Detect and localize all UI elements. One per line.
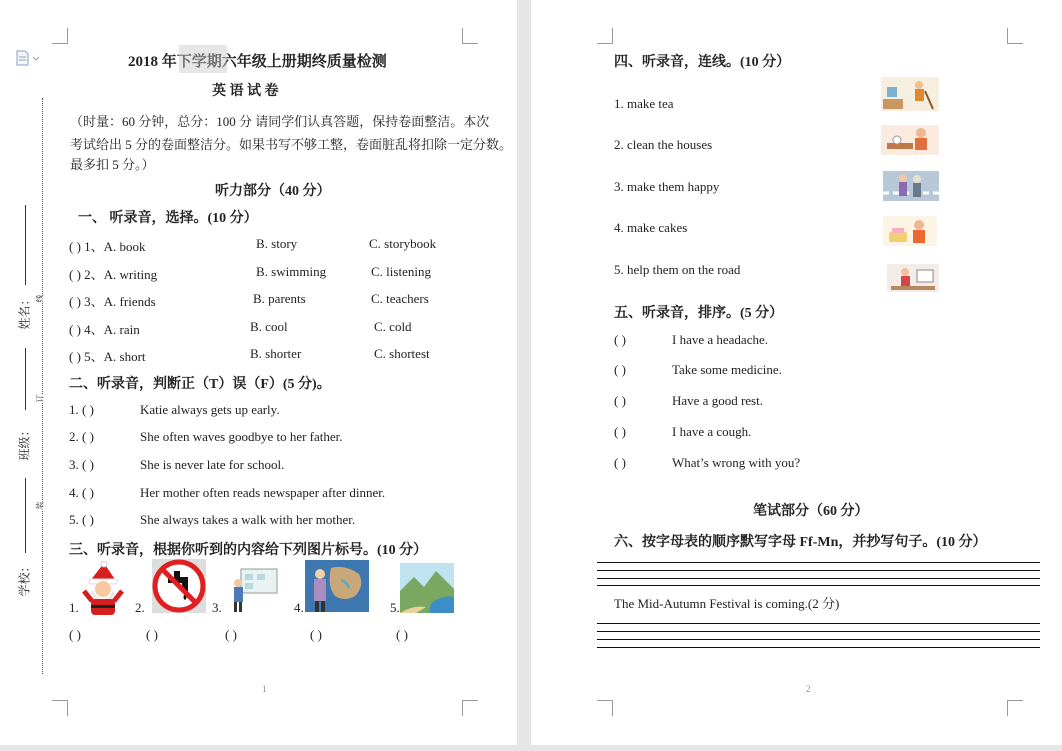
order-blank: ( ) <box>614 393 626 408</box>
section2-header: 二、听录音，判断正（T）误（F）(5 分)。 <box>69 377 331 392</box>
question-number: ( ) 3、A. friends <box>69 294 156 309</box>
picture-label: 2. <box>135 600 145 615</box>
crop-mark <box>597 700 613 716</box>
crop-mark <box>597 28 613 44</box>
option-b: B. swimming <box>256 264 327 279</box>
crop-mark <box>52 700 68 716</box>
class-label: 班级： <box>17 424 32 461</box>
picture-label: 4. <box>294 600 304 615</box>
option-b: B. shorter <box>250 346 302 361</box>
crop-mark <box>462 28 478 44</box>
question-number: ( ) 4、A. rain <box>69 322 140 337</box>
question-number: 3. ( ) <box>69 457 94 472</box>
statement: She always takes a walk with her mother. <box>140 512 356 527</box>
section5-header: 五、听录音，排序。(5 分） <box>614 306 784 321</box>
page-1 <box>0 0 517 745</box>
option-b: B. cool <box>250 319 288 334</box>
instructions-line: 考试给出 5 分的卷面整洁分。如果书写不够工整，卷面脏乱将扣除一定分数。 <box>70 137 513 152</box>
helping-elderly-picture <box>883 171 939 206</box>
order-sentence: I have a cough. <box>672 424 752 439</box>
question-number: ( ) 5、A. short <box>69 349 146 364</box>
question-number: ( ) 1、A. book <box>69 239 146 254</box>
weather-forecast-picture <box>305 560 369 617</box>
match-item: 3. make them happy <box>614 179 720 194</box>
statement: She is never late for school. <box>140 457 285 472</box>
section1-header: 一、 听录音，选择。(10 分） <box>78 211 258 226</box>
writing-line <box>597 562 1040 563</box>
writing-line <box>597 585 1040 586</box>
sweeping-picture <box>881 77 939 116</box>
crop-mark <box>1007 28 1023 44</box>
text-selection <box>179 45 227 73</box>
picture-label: 3. <box>212 600 222 615</box>
binding-mark: 线 <box>35 294 45 303</box>
instructions-line: （时量：60 分钟，总分：100 分 请同学们认真答题，保持卷面整洁。本次 <box>70 114 490 129</box>
crop-mark <box>52 28 68 44</box>
order-sentence: I have a headache. <box>672 332 768 347</box>
picture-label: 5. <box>390 600 400 615</box>
page-number: 2 <box>806 684 811 694</box>
statement: She often waves goodbye to her father. <box>140 429 343 444</box>
cleaning-house-picture <box>887 264 939 297</box>
answer-blank: ( ) <box>396 627 408 642</box>
writing-line <box>597 570 1040 571</box>
option-c: C. storybook <box>369 236 437 251</box>
class-line <box>25 348 26 410</box>
order-blank: ( ) <box>614 362 626 377</box>
no-water-sign-picture <box>152 559 206 618</box>
question-number: ( ) 2、A. writing <box>69 267 158 282</box>
question-number: 4. ( ) <box>69 485 94 500</box>
order-sentence: Have a good rest. <box>672 393 763 408</box>
answer-blank: ( ) <box>225 627 237 642</box>
option-b: B. parents <box>253 291 306 306</box>
instructions-line: 最多扣 5 分。） <box>70 157 155 172</box>
crop-mark <box>1007 700 1023 716</box>
order-blank: ( ) <box>614 332 626 347</box>
exam-title: 2018 年下学期六年级上册期终质量检测 <box>128 54 387 70</box>
statement: Katie always gets up early. <box>140 402 280 417</box>
option-c: C. teachers <box>371 291 429 306</box>
name-line <box>25 205 26 285</box>
writing-line <box>597 631 1040 632</box>
match-item: 1. make tea <box>614 96 674 111</box>
option-c: C. listening <box>371 264 431 279</box>
picture-label: 1. <box>69 600 79 615</box>
copy-sentence: The Mid-Autumn Festival is coming.(2 分) <box>614 596 840 611</box>
school-line <box>25 478 26 553</box>
name-label: 姓名： <box>17 293 32 330</box>
question-number: 1. ( ) <box>69 402 94 417</box>
option-b: B. story <box>256 236 298 251</box>
school-label: 学校： <box>17 560 32 597</box>
binding-mark: 订 <box>35 394 45 403</box>
binding-mark: 装 <box>35 501 45 510</box>
river-landscape-picture <box>400 563 454 618</box>
writing-header: 笔试部分（60 分） <box>753 504 869 519</box>
making-cakes-picture <box>883 216 937 251</box>
teacher-board-picture <box>229 565 279 618</box>
making-tea-picture <box>881 125 939 160</box>
answer-blank: ( ) <box>69 627 81 642</box>
order-sentence: What’s wrong with you? <box>672 455 801 470</box>
binding-line <box>42 98 43 674</box>
answer-blank: ( ) <box>310 627 322 642</box>
writing-line <box>597 639 1040 640</box>
match-item: 2. clean the houses <box>614 137 713 152</box>
order-blank: ( ) <box>614 455 626 470</box>
match-item: 4. make cakes <box>614 220 688 235</box>
santa-claus-picture <box>78 561 128 622</box>
question-number: 5. ( ) <box>69 512 94 527</box>
match-item: 5. help them on the road <box>614 262 741 277</box>
statement: Her mother often reads newspaper after dinner. <box>140 485 386 500</box>
exam-subtitle: 英 语 试 卷 <box>212 84 279 99</box>
section4-header: 四、听录音，连线。(10 分） <box>614 55 791 70</box>
listening-header: 听力部分（40 分） <box>215 184 331 199</box>
writing-line <box>597 647 1040 648</box>
crop-mark <box>462 700 478 716</box>
page-2 <box>531 0 1062 745</box>
option-c: C. shortest <box>374 346 430 361</box>
option-c: C. cold <box>374 319 412 334</box>
section3-header: 三、听录音，根据你听到的内容给下列图片标号。(10 分） <box>69 543 428 558</box>
answer-blank: ( ) <box>146 627 158 642</box>
document-icon[interactable] <box>16 50 40 71</box>
order-sentence: Take some medicine. <box>672 362 782 377</box>
writing-line <box>597 578 1040 579</box>
section6-header: 六、按字母表的顺序默写字母 Ff-Mn，并抄写句子。(10 分） <box>614 535 987 550</box>
writing-line <box>597 623 1040 624</box>
page-number: 1 <box>262 684 267 694</box>
question-number: 2. ( ) <box>69 429 94 444</box>
order-blank: ( ) <box>614 424 626 439</box>
